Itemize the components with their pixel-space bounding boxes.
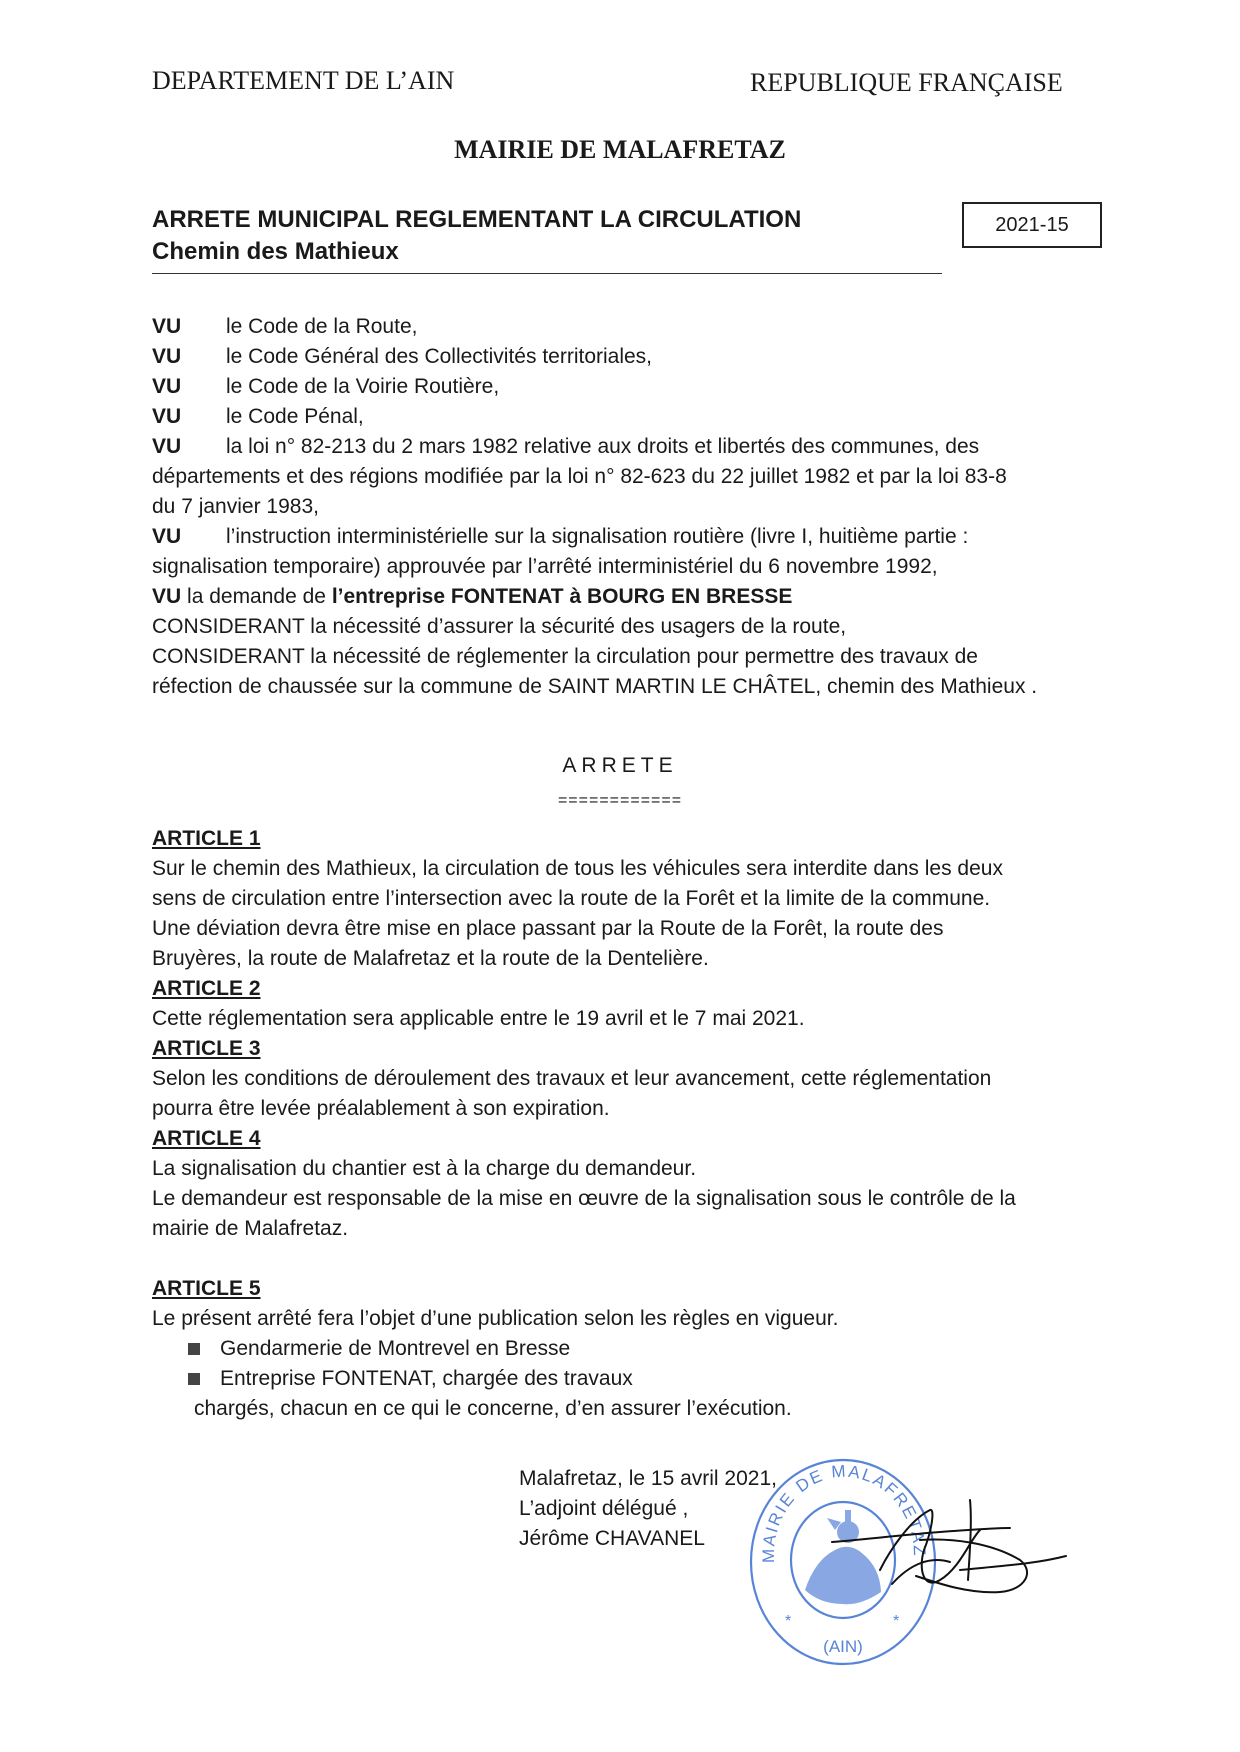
svg-text:(AIN): (AIN) — [823, 1637, 863, 1656]
signatory-role: L’adjoint délégué , — [519, 1497, 689, 1520]
title-underline — [152, 273, 942, 274]
arrete-title — [152, 204, 801, 268]
visa-item: VU le Code de la Route, — [152, 315, 418, 338]
visa-item: VU le Code Général des Collectivités territoriales, — [152, 345, 653, 368]
visa-loi: VU la loi n° 82-213 du 2 mars 1982 relative aux droits et libertés des communes, des — [152, 435, 980, 458]
arrete-title-line2: Chemin des Mathieux — [152, 238, 399, 265]
article-5-closing: chargés, chacun en ce qui le concerne, d’en assurer l’exécution. — [194, 1397, 792, 1420]
svg-text:MAIRIE DE MALAFRETAZ: MAIRIE DE MALAFRETAZ — [758, 1461, 930, 1563]
article-5-title: ARTICLE 5 — [152, 1277, 261, 1300]
article-3-text: Selon les conditions de déroulement des travaux et leur avancement, cette réglementation pourra être levée préalablement à son expiration. — [152, 1067, 992, 1120]
reference-box — [962, 202, 1102, 248]
visa-demande: VU la demande de l’entreprise FONTENAT à BOURG EN BRESSE — [152, 585, 793, 608]
signature-block — [519, 1464, 777, 1554]
visa-item: VU le Code Pénal, — [152, 405, 364, 428]
square-bullet-icon — [188, 1373, 200, 1385]
handwritten-signature — [820, 1480, 1070, 1610]
visa-instruction: VU l’instruction interministérielle sur la signalisation routière (livre I, huitième partie : — [152, 525, 969, 548]
article-5-intro: Le présent arrêté fera l’objet d’une publication selon les règles en vigueur. — [152, 1307, 839, 1330]
article-4-text: La signalisation du chantier est à la charge du demandeur. Le demandeur est responsable de la mise en œuvre de la signalisation sous le contrôle de la mairie de Malafretaz. — [152, 1157, 1016, 1240]
arrete-rule: ============ — [557, 792, 683, 809]
list-item: Gendarmerie de Montrevel en Bresse — [152, 1334, 1097, 1364]
arrete-heading: ARRETE — [562, 754, 678, 777]
place-date: Malafretaz, le 15 avril 2021, — [519, 1467, 777, 1490]
mairie-title: MAIRIE DE MALAFRETAZ — [454, 135, 786, 164]
visa-item: VU le Code de la Voirie Routière, — [152, 375, 500, 398]
considerant-line: CONSIDERANT la nécessité de réglementer la circulation pour permettre des travaux de — [152, 645, 978, 668]
article-4-title: ARTICLE 4 — [152, 1127, 261, 1150]
arrete-title-line1: ARRETE MUNICIPAL REGLEMENTANT LA CIRCULATION — [152, 206, 802, 233]
considerant-line: CONSIDERANT la nécessité d’assurer la sécurité des usagers de la route, — [152, 615, 847, 638]
considerant-line: réfection de chaussée sur la commune de SAINT MARTIN LE CHÂTEL, chemin des Mathieux . — [152, 675, 1038, 698]
signatory-name: Jérôme CHAVANEL — [519, 1527, 705, 1550]
visas-section: VU le Code de la Route, VU le Code Général des Collectivités territoriales, VU le Code de la Voirie Routière, VU le Code Pénal, VU la loi n° 82-213 du 2 mars 1982 relative aux droits et libertés des communes, des départements et des régions modifiée par la loi n° 82-623 du 22 juillet 1982 et par la loi 83-8 du 7 janvier 1983, VU l’instruction interministérielle sur la signalisation routière (livre I, huitième partie : signalisation temporaire) approuvée par l’arrêté interministériel du 6 novembre 1992, VU la demande de l’entreprise FONTENAT à BOURG EN BRESSE CONSIDERANT la nécessité d’assurer la sécurité des usagers de la route, CONSIDERANT la nécessité de réglementer la circulation pour permettre des travaux de réfection de chaussée sur la commune de SAINT MARTIN LE CHÂTEL, chemin des Mathieux . — [152, 312, 1087, 702]
list-item: Entreprise FONTENAT, chargée des travaux — [152, 1364, 1097, 1394]
svg-text:*: * — [785, 1613, 792, 1630]
republic-header: REPUBLIQUE FRANÇAISE — [750, 68, 1063, 97]
articles-section — [152, 824, 1097, 1424]
article-2-text: Cette réglementation sera applicable entre le 19 avril et le 7 mai 2021. — [152, 1007, 805, 1030]
article-1-title: ARTICLE 1 — [152, 827, 261, 850]
reference-number: 2021-15 — [995, 213, 1069, 236]
svg-text:*: * — [893, 1613, 900, 1630]
article-2-title: ARTICLE 2 — [152, 977, 261, 1000]
article-1-text: Sur le chemin des Mathieux, la circulation de tous les véhicules sera interdite dans les deux sens de circulation entre l’intersection avec la route de la Forêt et la limite de la commune. Une déviation devra être mise en place passant par la Route de la Forêt, la route des Bruyères, la route de Malafretaz et la route de la Dentelière. — [152, 857, 1003, 970]
square-bullet-icon — [188, 1343, 200, 1355]
department-header: DEPARTEMENT DE L’AIN — [152, 66, 455, 95]
article-3-title: ARTICLE 3 — [152, 1037, 261, 1060]
